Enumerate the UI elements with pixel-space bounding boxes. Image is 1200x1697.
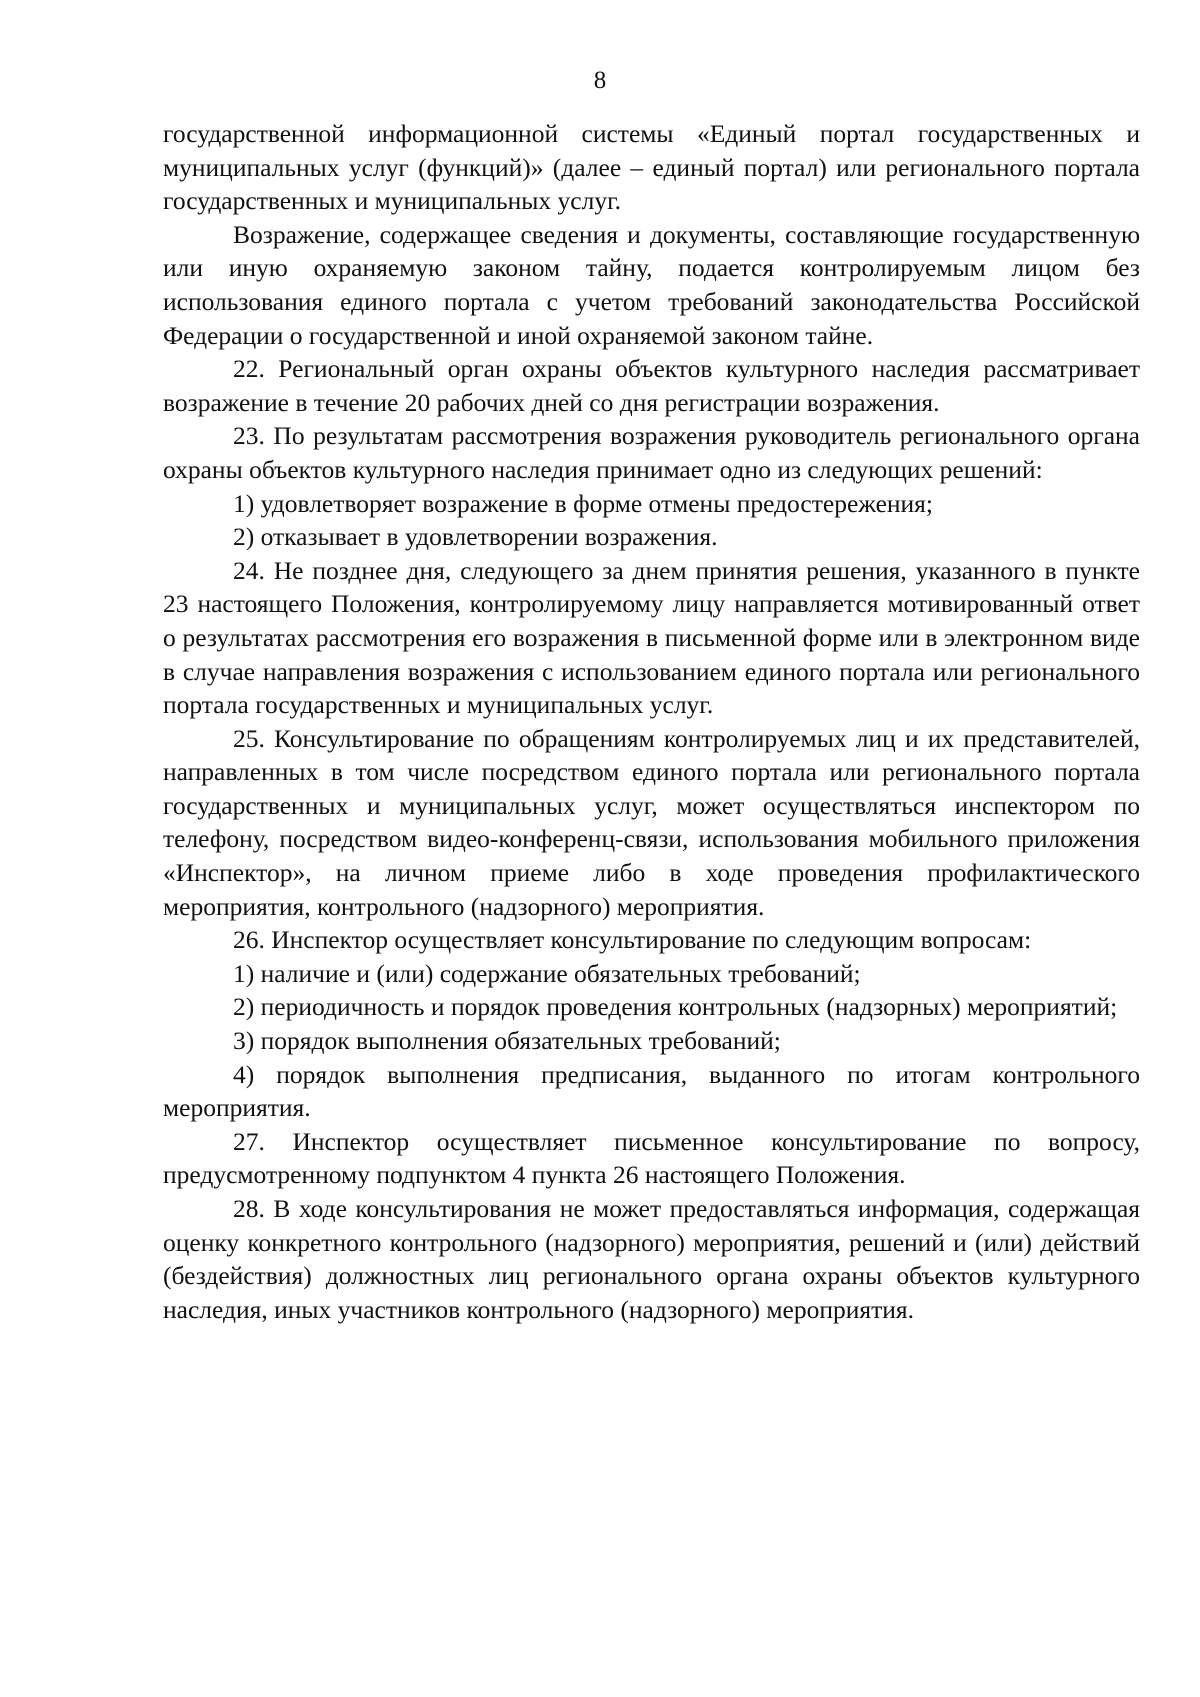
paragraph-subitem: 1) наличие и (или) содержание обязательных требований; <box>233 958 861 988</box>
paragraph-subitem: 2) отказывает в удовлетворении возражения. <box>233 522 718 552</box>
paragraph-subitem: 4) порядок выполнения предписания, выданного по итогам контрольного мероприятия. <box>163 1059 1140 1123</box>
document-body <box>163 117 1140 1326</box>
paragraph-subitem: 3) порядок выполнения обязательных требований; <box>233 1026 781 1056</box>
paragraph-item-26: 26. Инспектор осуществляет консультирование по следующим вопросам: <box>233 925 1032 955</box>
page-number: 8 <box>593 67 607 94</box>
paragraph: Возражение, содержащее сведения и документы, составляющие государственную или иную охраняемую законом тайну, подается контролируемым лицом без использования единого портала с учетом требований законодательства Российской Федерации о государственной и иной охраняемой законом тайне. <box>163 219 1140 350</box>
paragraph-item-25: 25. Консультирование по обращениям контролируемых лиц и их представителей, направленных в том числе посредством единого портала или регионального портала государственных и муниципальных услуг, может осуществляться инспектором по телефону, посредством видео-конференц-связи, использования мобильного приложения «Инспектор», на личном приеме либо в ходе проведения профилактического мероприятия, контрольного (надзорного) мероприятия. <box>163 723 1140 921</box>
paragraph-subitem: 1) удовлетворяет возражение в форме отмены предостережения; <box>233 488 933 518</box>
paragraph-continuation: государственной информационной системы «Единый портал государственных и муниципальных услуг (функций)» (далее – единый портал) или регионального портала государственных и муниципальных услуг. <box>163 119 1140 216</box>
paragraph-item-24: 24. Не позднее дня, следующего за днем принятия решения, указанного в пункте 23 настоящего Положения, контролируемому лицу направляется мотивированный ответ о результатах рассмотрения его возражения в письменной форме или в электронном виде в случае направления возражения с использованием единого портала или регионального портала государственных и муниципальных услуг. <box>163 555 1140 720</box>
paragraph-subitem: 2) периодичность и порядок проведения контрольных (надзорных) мероприятий; <box>233 992 1118 1022</box>
paragraph-item-23: 23. По результатам рассмотрения возражения руководитель регионального органа охраны объектов культурного наследия принимает одно из следующих решений: <box>163 421 1140 484</box>
paragraph-item-22: 22. Региональный орган охраны объектов культурного наследия рассматривает возражение в течение 20 рабочих дней со дня регистрации возражения. <box>163 354 1140 417</box>
paragraph-item-28: 28. В ходе консультирования не может предоставляться информация, содержащая оценку конкретного контрольного (надзорного) мероприятия, решений и (или) действий (бездействия) должностных лиц регионального органа охраны объектов культурного наследия, иных участников контрольного (надзорного) мероприятия. <box>163 1194 1140 1324</box>
paragraph-item-27: 27. Инспектор осуществляет письменное консультирование по вопросу, предусмотренному подпунктом 4 пункта 26 настоящего Положения. <box>163 1126 1140 1190</box>
